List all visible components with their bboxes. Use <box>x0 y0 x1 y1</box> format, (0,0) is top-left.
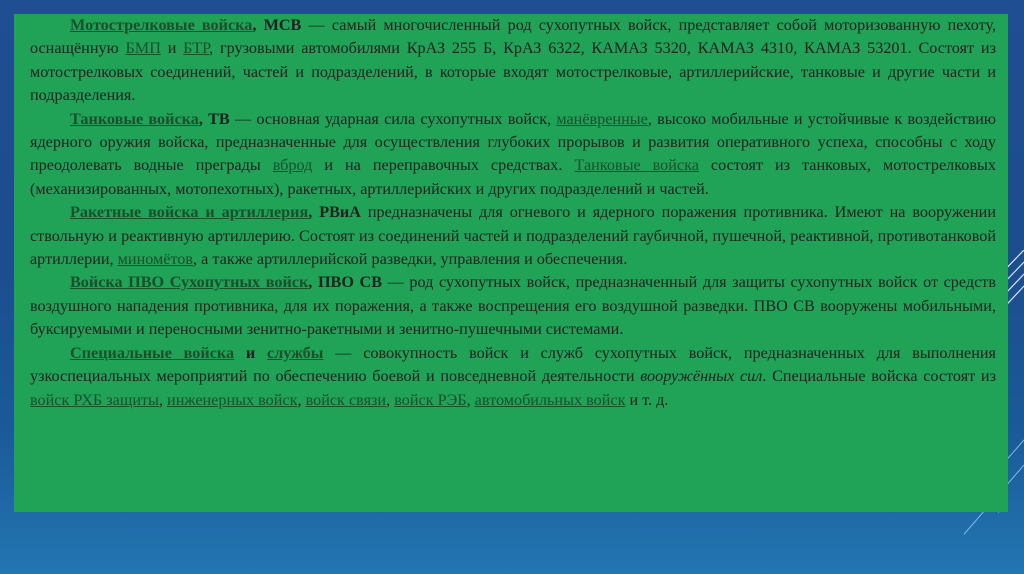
paragraph-pvo <box>30 271 996 341</box>
section-heading-link[interactable]: Танковые войска <box>70 109 199 128</box>
body-text: , высоко мобильные и устойчивые к воздействию ядерного оружия войска, предназначенные для осуществления глубоких прорывов и развития оперативного успеха, способны с ходу преодолевать водные преграды <box>30 109 996 175</box>
body-text: . Специальные войска состоят из <box>762 367 996 386</box>
inline-link[interactable]: войск РХБ защиты <box>30 390 159 409</box>
inline-link[interactable]: войск связи <box>305 390 387 409</box>
body-text: — род сухопутных войск, предназначенный для защиты сухопутных войск от средств воздушного нападения противника, для их поражения, а также воспрещения его воздушной разведки. ПВО СВ вооружены мобильными, буксируемыми и переносными зенитно-ракетными и зенитно-пушечными системами. <box>30 273 997 339</box>
section-heading-link[interactable]: Мотострелковые войска <box>70 16 253 34</box>
body-text: и т. д. <box>625 390 669 409</box>
section-heading-link[interactable]: службы <box>267 343 324 362</box>
inline-link[interactable]: БТР <box>183 39 210 58</box>
bold-text: и <box>234 343 268 362</box>
inline-link[interactable]: войск РЭБ <box>394 390 467 409</box>
section-heading-link[interactable]: Войска ПВО Сухопутных войск <box>70 273 309 292</box>
content-panel <box>14 14 1008 512</box>
inline-link[interactable]: автомобильных войск <box>474 390 626 409</box>
body-text: , <box>466 390 475 409</box>
body-text: и <box>160 39 184 58</box>
bold-text: МСВ <box>263 16 302 34</box>
inline-link[interactable]: Танковые войска <box>574 156 699 175</box>
italic-text: вооружённых сил <box>640 367 763 386</box>
bold-text: ПВО СВ <box>317 273 383 292</box>
section-heading-link[interactable]: Специальные войска <box>70 343 235 362</box>
body-text: , <box>297 390 306 409</box>
inline-link[interactable]: вброд <box>272 156 313 175</box>
body-text: и на переправочных средствах. <box>312 156 575 175</box>
paragraph-rvia <box>30 201 996 271</box>
bold-text: , <box>252 16 264 34</box>
bold-text: , <box>198 109 209 128</box>
section-heading-link[interactable]: Ракетные войска и артиллерия <box>70 203 309 222</box>
body-text: предназначены для огневого и ядерного поражения противника. Имеют на вооружении ствольную и реактивную артиллерию. Состоят из соединений частей и подразделений гаубичной, пушечной, реактивной, противотанковой артиллерии, <box>30 203 997 269</box>
inline-link[interactable]: манёвренные <box>556 109 648 128</box>
body-text: состоят из танковых, мотострелковых (механизированных, мотопехотных), ракетных, артиллерийских и других подразделений и частей. <box>30 156 996 198</box>
paragraph-spec <box>30 342 996 412</box>
body-text: , грузовыми автомобилями КрАЗ 255 Б, КрАЗ 6322, КАМАЗ 5320, КАМАЗ 4310, КАМАЗ 53201. Состоят из мотострелковых соединений, частей и подразделений, в которые входят мотострелковые, артиллерийские, танковые и другие части и подразделения. <box>30 39 996 105</box>
paragraph-tv <box>30 108 996 202</box>
bold-text: , <box>308 203 320 222</box>
inline-link[interactable]: БМП <box>125 39 161 58</box>
bold-text: , <box>308 273 318 292</box>
body-text: — самый многочисленный род сухопутных войск, представляет собой моторизованную пехоту, оснащённую <box>30 16 996 58</box>
bold-text: РВиА <box>319 203 361 222</box>
body-text: — основная ударная сила сухопутных войск, <box>229 109 557 128</box>
paragraph-msv <box>30 14 996 108</box>
body-text: , а также артиллерийской разведки, управления и обеспечения. <box>193 250 628 269</box>
body-text: — совокупность войск и служб сухопутных войск, предназначенных для выполнения узкоспециальных мероприятий по обеспечению боевой и повседневной деятельности <box>30 343 997 386</box>
inline-link[interactable]: инженерных войск <box>167 390 298 409</box>
body-text: , <box>158 390 168 409</box>
bold-text: ТВ <box>208 109 230 128</box>
inline-link[interactable]: миномётов <box>117 250 194 269</box>
body-text: , <box>386 390 395 409</box>
